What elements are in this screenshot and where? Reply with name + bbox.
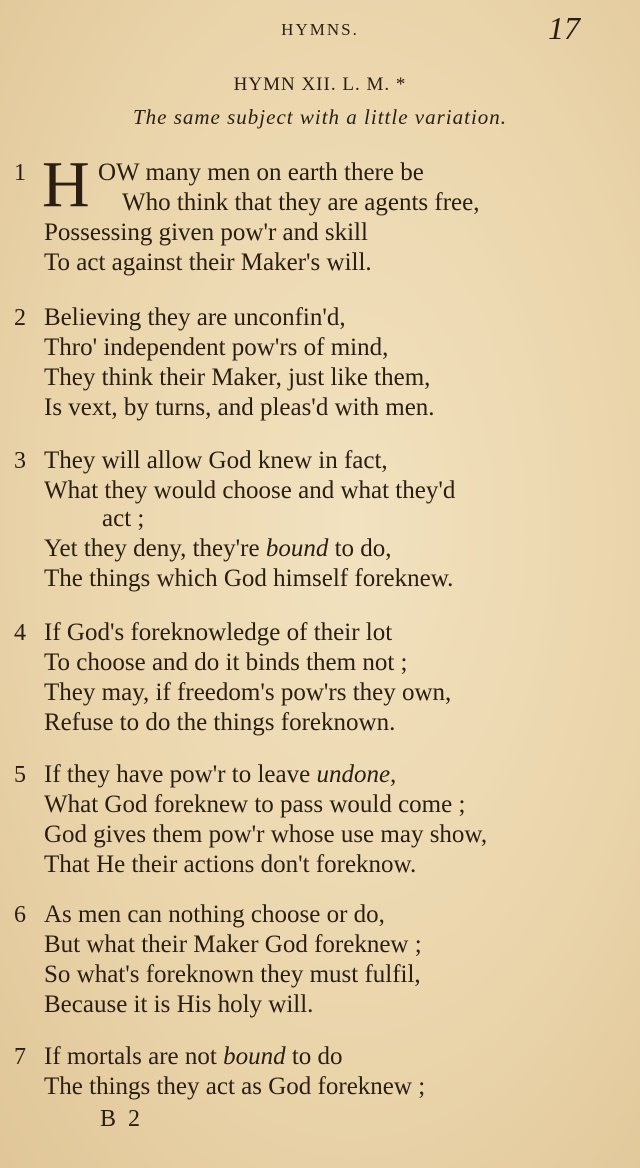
page-number: 17 <box>548 10 580 46</box>
stanza-number: 3 <box>14 448 26 474</box>
verse-text: If they have pow'r to leave <box>44 761 317 788</box>
verse-line: They may, if freedom's pow'rs they own, <box>44 679 452 706</box>
verse-text: to do, <box>328 535 392 562</box>
verse-line <box>44 534 392 564</box>
verse-line: Possessing given pow'r and skill <box>44 219 368 246</box>
printer-signature: B 2 <box>100 1106 144 1132</box>
drop-cap: H <box>42 148 90 221</box>
stanza-number: 7 <box>14 1044 26 1070</box>
verse-line: What God foreknew to pass would come ; <box>44 791 466 818</box>
verse-text: to do <box>285 1043 343 1070</box>
verse-line: Believing they are unconfin'd, <box>44 304 346 331</box>
verse-line <box>44 1042 343 1072</box>
stanza-number: 6 <box>14 902 26 928</box>
verse-line: So what's foreknown they must fulfil, <box>44 961 421 988</box>
stanza-number: 1 <box>14 160 26 186</box>
hymn-subtitle: The same subject with a little variation. <box>132 105 508 129</box>
verse-line: Is vext, by turns, and pleas'd with men. <box>44 394 435 421</box>
verse-line: OW many men on earth there be <box>98 159 424 186</box>
stanza-number: 4 <box>14 620 26 646</box>
verse-line: What they would choose and what they'd <box>44 477 456 504</box>
verse-line: They will allow God knew in fact, <box>44 447 388 474</box>
verse-line: As men can nothing choose or do, <box>44 901 385 928</box>
verse-text: If mortals are not <box>44 1043 224 1070</box>
verse-line: Because it is His holy will. <box>44 991 314 1018</box>
italic-word: bound <box>265 535 329 562</box>
verse-line: But what their Maker God foreknew ; <box>44 931 422 958</box>
verse-line: Thro' independent pow'rs of mind, <box>44 334 389 361</box>
stanza-number: 5 <box>14 762 26 788</box>
verse-line: The things which God himself foreknew. <box>44 565 454 592</box>
stanza-number: 2 <box>14 305 26 331</box>
verse-line: God gives them pow'r whose use may show, <box>44 821 488 848</box>
verse-line: To choose and do it binds them not ; <box>44 649 408 676</box>
verse-line: That He their actions don't foreknow. <box>44 851 417 878</box>
hymn-title: HYMN XII. L. M. * <box>233 74 407 95</box>
verse-line <box>44 760 396 790</box>
italic-word: undone, <box>316 761 397 788</box>
verse-line: Refuse to do the things foreknown. <box>44 709 396 736</box>
verse-line: The things they act as God foreknew ; <box>44 1073 426 1100</box>
verse-line: To act against their Maker's will. <box>44 249 372 276</box>
running-head: HYMNS. <box>281 20 359 39</box>
verse-line: They think their Maker, just like them, <box>44 364 431 391</box>
italic-word: bound <box>223 1043 286 1070</box>
verse-line: Who think that they are agents free, <box>122 189 480 216</box>
verse-line: If God's foreknowledge of their lot <box>44 619 393 646</box>
verse-line-wrap: act ; <box>102 505 145 532</box>
verse-text: Yet they deny, they're <box>44 535 266 562</box>
